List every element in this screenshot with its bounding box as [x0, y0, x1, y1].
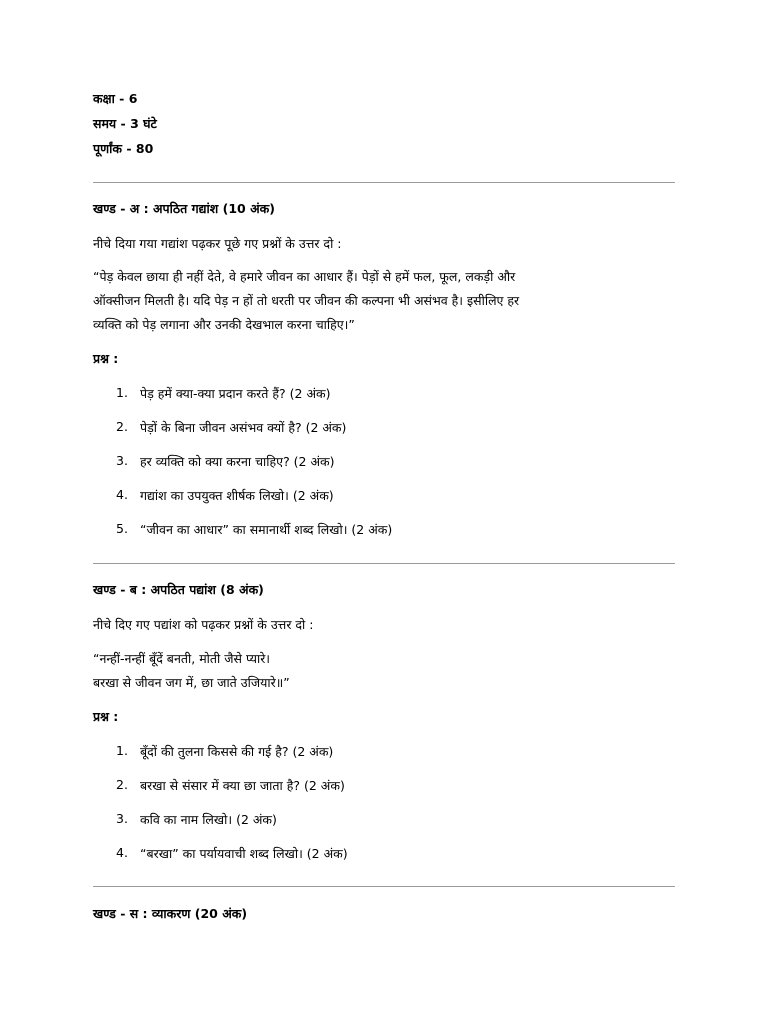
question-text: “बरखा” का पर्यायवाची शब्द लिखो। (2 अंक) — [140, 846, 348, 861]
poem-line: “नन्हीं-नन्हीं बूँदें बनती, मोती जैसे प्यारे। — [93, 651, 271, 666]
passage-line: “पेड़ केवल छाया ही नहीं देते, वे हमारे जीवन का आधार हैं। पेड़ों से हमें फल, फूल, लकड़ी और — [93, 269, 516, 284]
questions-label: प्रश्न : — [93, 351, 119, 366]
question-number: 3. — [116, 811, 128, 826]
question-text: हर व्यक्ति को क्या करना चाहिए? (2 अंक) — [140, 454, 335, 469]
section-divider — [93, 563, 675, 564]
question-number: 4. — [116, 487, 128, 502]
question-text: बूँदों की तुलना किससे की गई है? (2 अंक) — [140, 744, 334, 759]
class-line: कक्षा - 6 — [93, 91, 138, 106]
question-number: 1. — [116, 743, 128, 758]
question-number: 1. — [116, 385, 128, 400]
question-number: 4. — [116, 845, 128, 860]
question-number: 3. — [116, 453, 128, 468]
section-b-instruction: नीचे दिए गए पद्यांश को पढ़कर प्रश्नों के उत्तर दो : — [93, 617, 314, 632]
section-c-title: खण्ड - स : व्याकरण (20 अंक) — [93, 906, 248, 921]
total-marks-line: पूर्णांक - 80 — [93, 141, 154, 156]
time-line: समय - 3 घंटे — [93, 116, 157, 131]
passage-line: ऑक्सीजन मिलती है। यदि पेड़ न हों तो धरती पर जीवन की कल्पना भी असंभव है। इसीलिए हर — [93, 293, 520, 308]
section-a-title: खण्ड - अ : अपठित गद्यांश (10 अंक) — [93, 201, 275, 216]
question-text: पेड़ों के बिना जीवन असंभव क्यों है? (2 अंक) — [140, 420, 347, 435]
question-number: 2. — [116, 777, 128, 792]
question-number: 2. — [116, 419, 128, 434]
question-text: पेड़ हमें क्या-क्या प्रदान करते हैं? (2 अंक) — [140, 386, 331, 401]
question-text: “जीवन का आधार” का समानार्थी शब्द लिखो। (2 अंक) — [140, 522, 393, 537]
questions-label: प्रश्न : — [93, 709, 119, 724]
section-divider — [93, 182, 675, 183]
passage-line: व्यक्ति को पेड़ लगाना और उनकी देखभाल करना चाहिए।” — [93, 317, 355, 332]
question-number: 5. — [116, 521, 128, 536]
question-text: गद्यांश का उपयुक्त शीर्षक लिखो। (2 अंक) — [140, 488, 334, 503]
section-a-instruction: नीचे दिया गया गद्यांश पढ़कर पूछे गए प्रश्नों के उत्तर दो : — [93, 236, 342, 251]
question-text: कवि का नाम लिखो। (2 अंक) — [140, 812, 277, 827]
question-text: बरखा से संसार में क्या छा जाता है? (2 अंक) — [140, 778, 345, 793]
section-divider — [93, 886, 675, 887]
poem-line: बरखा से जीवन जग में, छा जाते उजियारे॥” — [93, 675, 290, 690]
section-b-title: खण्ड - ब : अपठित पद्यांश (8 अंक) — [93, 582, 264, 597]
